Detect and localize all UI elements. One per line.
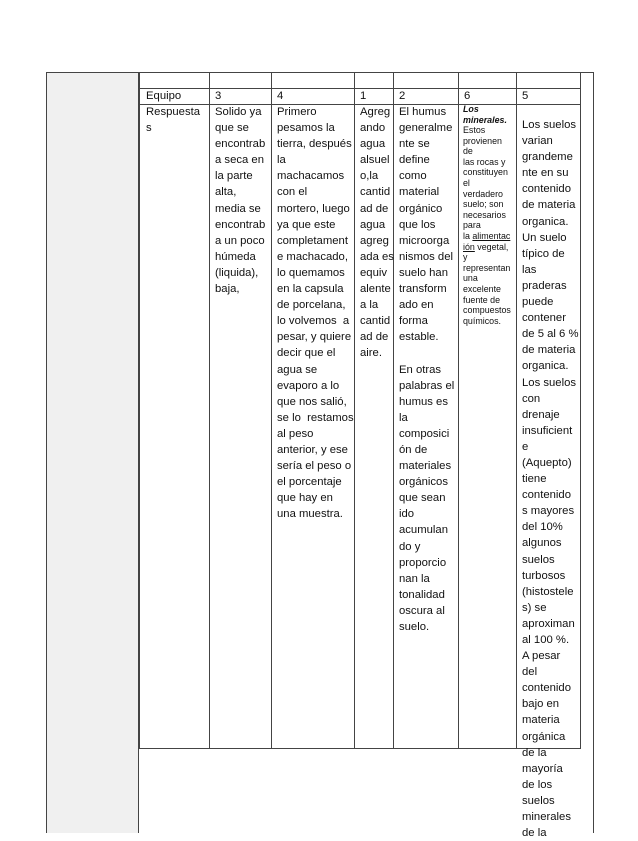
col-divider	[580, 73, 581, 749]
answer-team-4: Primero pesamos la tierra, después la machacamos con el mortero, luego ya que este completament e machacado, lo quemamos en la capsula de porcelana, lo volvemos a pesar, y quiere decir que el agua se evaporo a lo que nos salió, se lo restamos al peso anterior, y ese sería el peso o el porcentaje que hay en una muestra.	[277, 106, 354, 521]
col-divider	[139, 73, 140, 749]
col-divider	[209, 73, 210, 749]
col-divider	[271, 73, 272, 749]
answer-team-6-title: Los minerales.	[463, 104, 507, 125]
answer-team-1: Agreg ando agua alsuel o,la cantid ad de agua agreg ada es equiv alente a la cantid ad de aire.	[360, 106, 394, 360]
header-team-5: 5	[522, 90, 529, 102]
header-team-6: 6	[464, 90, 471, 102]
answer-team-3: Solido ya que se encontrab a seca en la parte alta, media se encontrab a un poco húmeda (liquida), baja,	[215, 106, 266, 296]
row-divider	[139, 748, 580, 749]
header-team-1: 1	[360, 90, 367, 102]
alimentacion-link[interactable]: alimentac ión	[463, 230, 511, 252]
answer-team-6	[463, 125, 515, 326]
col-divider	[516, 73, 517, 749]
answer-team-2: El humus generalme nte se define como material orgánico que los microorga nismos del suelo han transform ado en forma estable. En otras palabras el humus es la composici ón de materiales orgánicos que sean ido acumulan do y proporcio nan la tonalidad oscura al suelo.	[399, 106, 455, 633]
row-label-respuestas: Respuesta s	[146, 106, 201, 135]
left-shaded-column	[47, 73, 139, 833]
answer-team-5: Los suelos varian grandeme nte en su contenido de materia organica. Un suelo típico de las praderas puede contener de 5 al 6 % de materia organica. Los suelos con drenaje insuficient e (Aquepto) tiene contenido s mayores del 10% algunos suelos turbosos (histostele s) se aproximan al 100 %. A pesar del contenido bajo en materia orgánica de la mayoría de los suelos minerales de la	[522, 119, 579, 840]
row-divider	[139, 72, 592, 73]
answer-team-6-text-b: vegetal, y representan una excelente fuente de compuestos químicos.	[463, 241, 511, 326]
header-team-3: 3	[215, 90, 222, 102]
header-equipo: Equipo	[146, 90, 182, 102]
header-team-2: 2	[399, 90, 406, 102]
header-team-4: 4	[277, 90, 284, 102]
answer-team-6-text-a: Estos provienen de las rocas y constituyen el verdadero suelo; son necesarios para la	[463, 125, 508, 241]
col-divider	[354, 73, 355, 749]
col-divider	[458, 73, 459, 749]
